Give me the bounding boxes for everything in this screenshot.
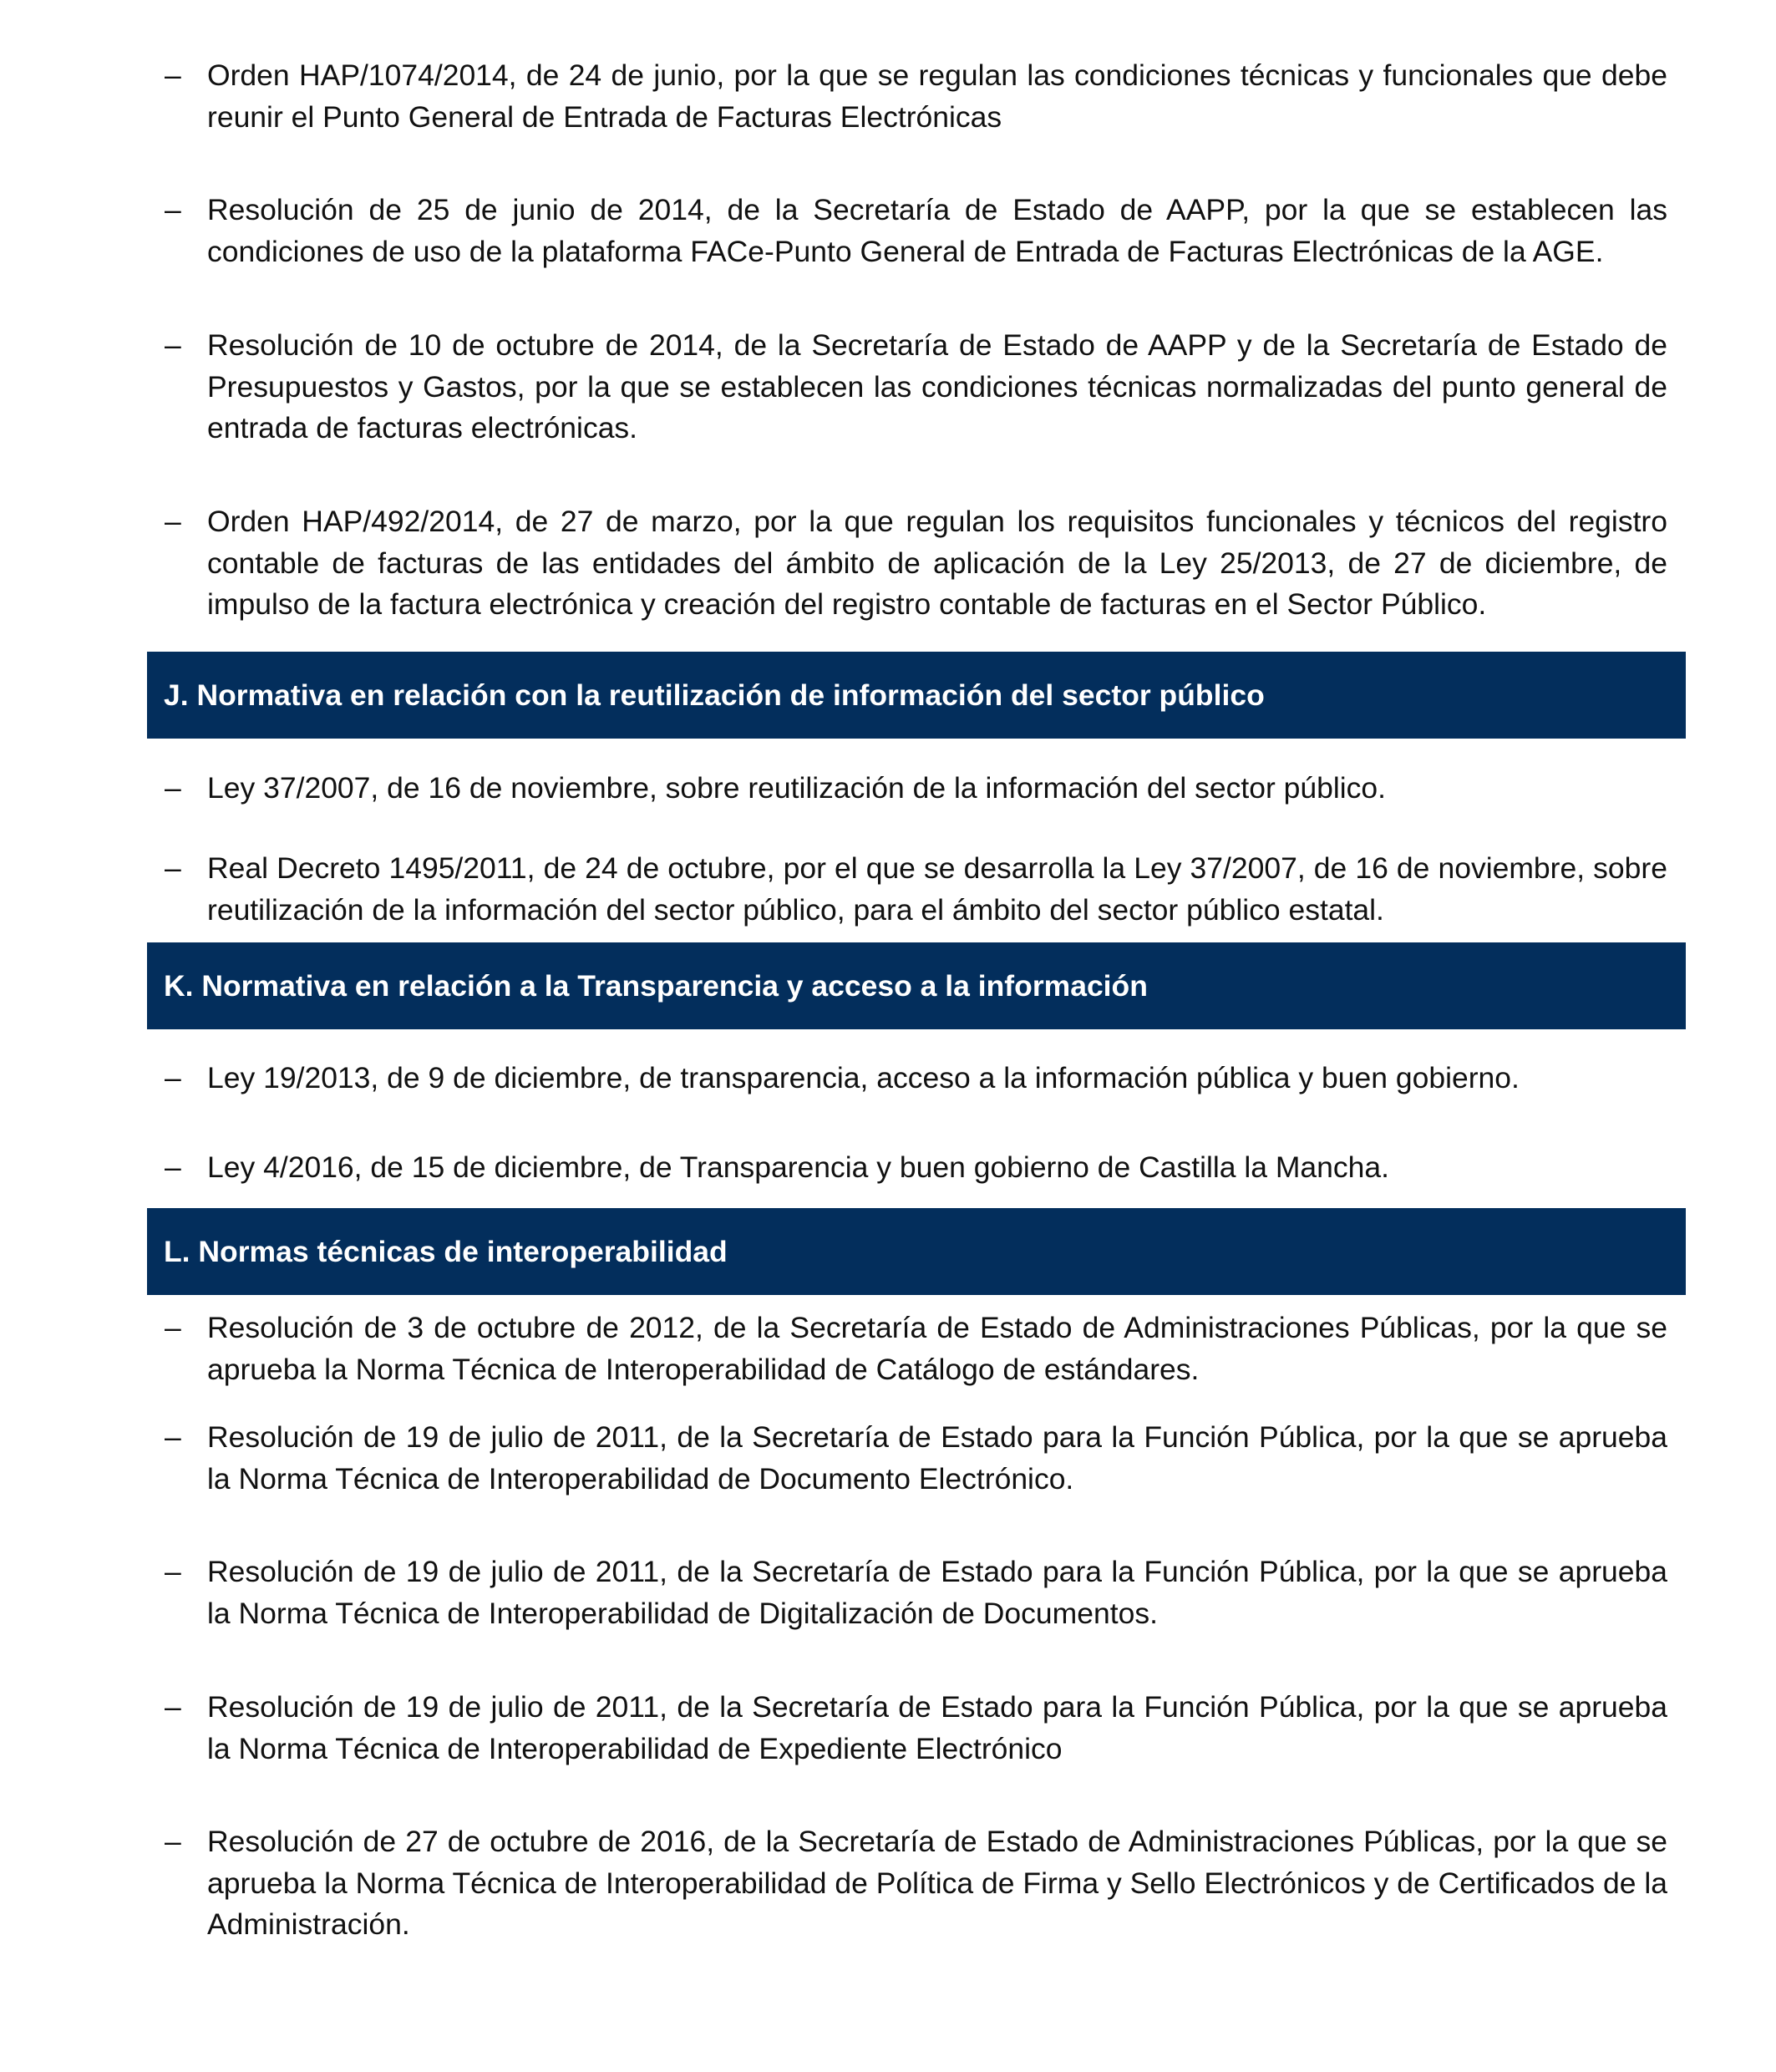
list-item-text: Real Decreto 1495/2011, de 24 de octubre, por el que se desarrolla la Ley 37/2007, de 16 de noviembre, sobre reutilización de la información del sector público, para el ámbito del sector público estatal. xyxy=(207,851,1667,927)
list-item-text: Resolución de 19 de julio de 2011, de la Secretaría de Estado para la Función Pública, por la que se aprueba la Norma Técnica de Interoperabilidad de Expediente Electrónico xyxy=(207,1690,1667,1765)
list-item xyxy=(165,1147,1667,1189)
list-item-text: Resolución de 10 de octubre de 2014, de la Secretaría de Estado de AAPP y de la Secretaría de Estado de Presupuestos y Gastos, por la que se establecen las condiciones técnicas normalizadas del punto general de entrada de facturas electrónicas. xyxy=(207,328,1667,445)
list-item xyxy=(165,1687,1667,1770)
list-item-text: Resolución de 27 de octubre de 2016, de la Secretaría de Estado de Administraciones Públicas, por la que se aprueba la Norma Técnica de Interoperabilidad de Política de Firma y Sello Electrónicos y de Certificados de la Administración. xyxy=(207,1825,1667,1942)
list-item xyxy=(165,1058,1667,1099)
list-item xyxy=(165,325,1667,449)
section-heading-l: L. Normas técnicas de interoperabilidad xyxy=(147,1208,1686,1295)
list-item xyxy=(165,501,1667,626)
dash-bullet-icon: – xyxy=(165,1555,181,1588)
list-item-text: Ley 4/2016, de 15 de diciembre, de Transparencia y buen gobierno de Castilla la Mancha. xyxy=(207,1150,1389,1184)
section-heading-j: J. Normativa en relación con la reutilización de información del sector público xyxy=(147,652,1686,739)
dash-bullet-icon: – xyxy=(165,1690,181,1724)
dash-bullet-icon: – xyxy=(165,851,181,885)
list-item-text: Ley 19/2013, de 9 de diciembre, de transparencia, acceso a la información pública y buen gobierno. xyxy=(207,1061,1520,1094)
dash-bullet-icon: – xyxy=(165,193,181,226)
dash-bullet-icon: – xyxy=(165,1825,181,1858)
dash-bullet-icon: – xyxy=(165,58,181,92)
dash-bullet-icon: – xyxy=(165,771,181,805)
dash-bullet-icon: – xyxy=(165,1061,181,1094)
list-item xyxy=(165,1551,1667,1634)
section-heading-k: K. Normativa en relación a la Transparencia y acceso a la información xyxy=(147,942,1686,1029)
dash-bullet-icon: – xyxy=(165,328,181,362)
list-item xyxy=(165,768,1667,810)
list-item-text: Orden HAP/492/2014, de 27 de marzo, por la que regulan los requisitos funcionales y técnicos del registro contable de facturas de las entidades del ámbito de aplicación de la Ley 25/2013, de 27 de diciembre, de impulso de la factura electrónica y creación del registro contable de facturas en el Sector Público. xyxy=(207,505,1667,622)
list-item xyxy=(165,55,1667,138)
dash-bullet-icon: – xyxy=(165,1311,181,1344)
list-item-text: Resolución de 3 de octubre de 2012, de la Secretaría de Estado de Administraciones Públicas, por la que se aprueba la Norma Técnica de Interoperabilidad de Catálogo de estándares. xyxy=(207,1311,1667,1386)
dash-bullet-icon: – xyxy=(165,505,181,538)
dash-bullet-icon: – xyxy=(165,1420,181,1454)
list-item xyxy=(165,1821,1667,1946)
list-item xyxy=(165,1308,1667,1390)
list-item xyxy=(165,190,1667,272)
list-item-text: Resolución de 19 de julio de 2011, de la Secretaría de Estado para la Función Pública, por la que se aprueba la Norma Técnica de Interoperabilidad de Documento Electrónico. xyxy=(207,1420,1667,1496)
dash-bullet-icon: – xyxy=(165,1150,181,1184)
list-item-text: Ley 37/2007, de 16 de noviembre, sobre reutilización de la información del sector público. xyxy=(207,771,1386,805)
list-item-text: Resolución de 25 de junio de 2014, de la Secretaría de Estado de AAPP, por la que se establecen las condiciones de uso de la plataforma FACe-Punto General de Entrada de Facturas Electrónicas de la AGE. xyxy=(207,193,1667,268)
list-item-text: Orden HAP/1074/2014, de 24 de junio, por la que se regulan las condiciones técnicas y funcionales que debe reunir el Punto General de Entrada de Facturas Electrónicas xyxy=(207,58,1667,134)
list-item xyxy=(165,848,1667,931)
list-item xyxy=(165,1417,1667,1500)
list-item-text: Resolución de 19 de julio de 2011, de la Secretaría de Estado para la Función Pública, por la que se aprueba la Norma Técnica de Interoperabilidad de Digitalización de Documentos. xyxy=(207,1555,1667,1630)
